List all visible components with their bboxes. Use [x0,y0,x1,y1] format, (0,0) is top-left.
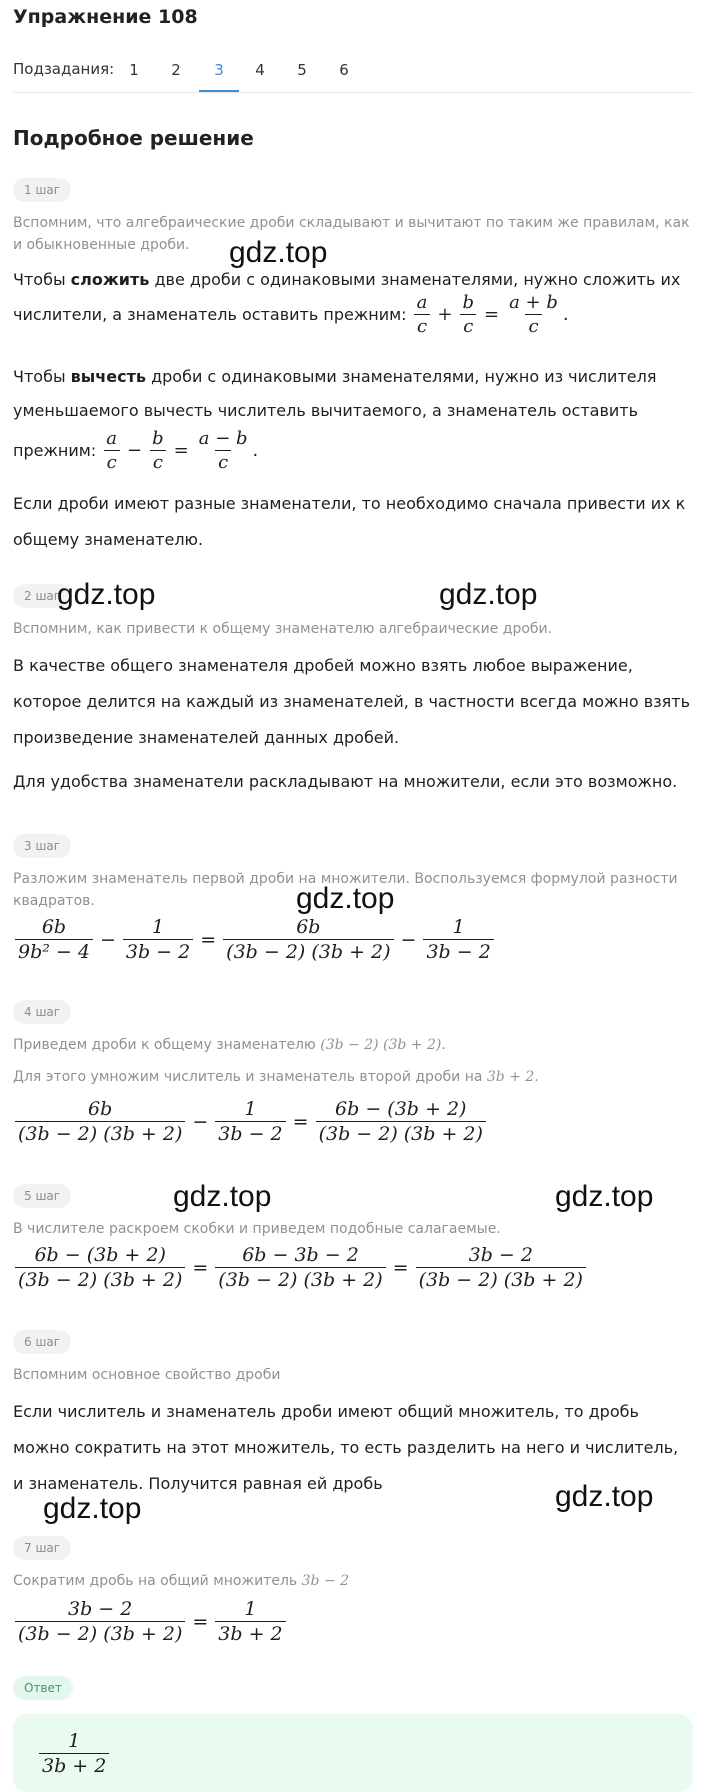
fraction: $\frac{1}{3b + 2}$ [215,1598,285,1646]
subtask-tab-3[interactable]: 3 [199,52,239,92]
step-2-paragraph-2: Для удобства знаменатели раскладывают на множители, если это возможно. [13,772,678,791]
bold-word: вычесть [70,367,146,386]
step-5-note: В числителе раскроем скобки и приведем подобные салагаемые. [13,1221,501,1237]
step-1-subtraction-rule [13,360,693,474]
step-3-badge: 3 шаг [13,834,71,858]
subtasks-label: Подзадания: [13,60,115,78]
watermark: gdz.top [296,882,395,915]
step-2-note: Вспомним, как привести к общему знаменателю алгебраические дроби. [13,621,553,637]
fraction: $\frac{1}{3b + 2}$ [39,1730,109,1778]
answer-box [13,1714,693,1792]
watermark: gdz.top [555,1180,654,1213]
step-3-equation: $\frac{6b}{\text{9b² − 4}}$ − $\frac{1}{3b - 2}$ = $\frac{6b}{(3b - 2) (3b + 2)}$ − $\frac{1}{3b - 2}$ [13,916,496,964]
watermark: gdz.top [43,1492,142,1525]
subtask-tab-6[interactable]: 6 [339,61,349,79]
step-5-badge: 5 шаг [13,1184,71,1208]
step-2-badge: 2 шаг [13,584,71,608]
fraction: $\frac{b}{c}$ [459,292,477,338]
subtask-tab-2[interactable]: 2 [171,61,181,79]
watermark: gdz.top [173,1180,272,1213]
solution-title: Подробное решение [13,126,254,150]
text: Чтобы [13,270,71,289]
fraction: $\frac{1}{3b - 2}$ [123,916,193,964]
subtasks-bar [13,52,693,93]
step-3-note: Разложим знаменатель первой дроби на множители. Воспользуемся формулой разности квадратов. [13,871,678,909]
step-6-note: Вспомним основное свойство дроби [13,1367,281,1383]
fraction: $\frac{6b}{(3b - 2) (3b + 2)}$ [15,1098,185,1146]
fraction: $\frac{a}{c}$ [103,428,120,474]
subtask-tab-1[interactable]: 1 [129,61,139,79]
step-1-addition-rule [13,268,693,338]
fraction: $\frac{3b - 2}{(3b - 2) (3b + 2)}$ [416,1244,586,1292]
watermark: gdz.top [229,236,328,269]
fraction: $\frac{a}{c}$ [414,292,431,338]
page-title: Упражнение 108 [13,6,198,28]
fraction: $\frac{1}{3b - 2}$ [423,916,493,964]
fraction: $\frac{3b - 2}{(3b - 2) (3b + 2)}$ [15,1598,185,1646]
fraction: $\frac{6b - 3b - 2}{(3b - 2) (3b + 2)}$ [215,1244,385,1292]
step-1-badge: 1 шаг [13,178,71,202]
step-4-note-1: Приведем дроби к общему знаменателю (3b − 2) (3b + 2). [13,1037,446,1053]
text: Чтобы [13,367,71,386]
fraction: $\frac{6b}{(3b - 2) (3b + 2)}$ [223,916,393,964]
fraction: $\frac{a - b}{c}$ [198,428,248,473]
answer-fraction [37,1730,111,1778]
step-1-different-denominators: Если дроби имеют разные знаменатели, то необходимо сначала привести их к общему знаменателю. [13,494,686,549]
subtask-tab-5[interactable]: 5 [297,61,307,79]
watermark: gdz.top [439,578,538,611]
bold-word: сложить [70,270,150,289]
subtraction-formula: $\frac{a}{c}$ − $\frac{b}{c}$ = $\frac{a - b}{c}$ . [101,440,258,461]
fraction: $\frac{6b}{\text{9b² − 4}}$ [15,916,93,964]
step-4-equation: $\frac{6b}{(3b - 2) (3b + 2)}$ − $\frac{1}{3b - 2}$ = $\frac{6b - (3b + 2)}{(3b - 2) (3b + 2)}$ [13,1098,488,1146]
fraction: $\frac{6b - (3b + 2)}{(3b - 2) (3b + 2)}$ [316,1098,486,1146]
step-6-paragraph: Если числитель и знаменатель дроби имеют общий множитель, то дробь можно сократить на этот множитель, то есть разделить на него и числитель, и знаменатель. Получится равная ей дробь [13,1402,679,1493]
fraction: $\frac{6b - (3b + 2)}{(3b - 2) (3b + 2)}$ [15,1244,185,1292]
fraction: $\frac{b}{c}$ [149,428,167,474]
fraction: $\frac{1}{3b - 2}$ [215,1098,285,1146]
watermark: gdz.top [57,578,156,611]
step-6-badge: 6 шаг [13,1330,71,1354]
addition-formula: $\frac{a}{c}$ + $\frac{b}{c}$ = $\frac{a + b}{c}$ . [412,304,569,325]
text: дроби с одинаковыми знаменателями, нужно из числителя уменьшаемого вычесть числитель вычитаемого, а знаменатель оставить прежним: [13,367,657,460]
step-7-equation: $\frac{3b - 2}{(3b - 2) (3b + 2)}$ = $\frac{1}{3b + 2}$ [13,1598,288,1646]
text: две дроби с одинаковыми знаменателями, нужно сложить их числители, а знаменатель оставить прежним: [13,270,681,324]
step-1-note: Вспомним, что алгебраические дроби складывают и вычитают по таким же правилам, как и обыкновенные дроби. [13,215,690,253]
answer-badge: Ответ [13,1676,73,1700]
subtask-tab-4[interactable]: 4 [255,61,265,79]
step-7-note: Сократим дробь на общий множитель 3b − 2 [13,1573,350,1589]
step-2-paragraph-1: В качестве общего знаменателя дробей можно взять любое выражение, которое делится на каждый из знаменателей, в частности всегда можно взять произведение знаменателей данных дробей. [13,656,691,747]
step-7-badge: 7 шаг [13,1536,71,1560]
step-4-badge: 4 шаг [13,1000,71,1024]
fraction: $\frac{a + b}{c}$ [509,292,558,337]
step-4-note-2: Для этого умножим числитель и знаменатель второй дроби на 3b + 2. [13,1069,539,1085]
watermark: gdz.top [555,1480,654,1513]
step-5-equation: $\frac{6b - (3b + 2)}{(3b - 2) (3b + 2)}$ = $\frac{6b - 3b - 2}{(3b - 2) (3b + 2)}$ = $\frac{3b - 2}{(3b - 2) (3b + 2)}$ [13,1244,588,1292]
